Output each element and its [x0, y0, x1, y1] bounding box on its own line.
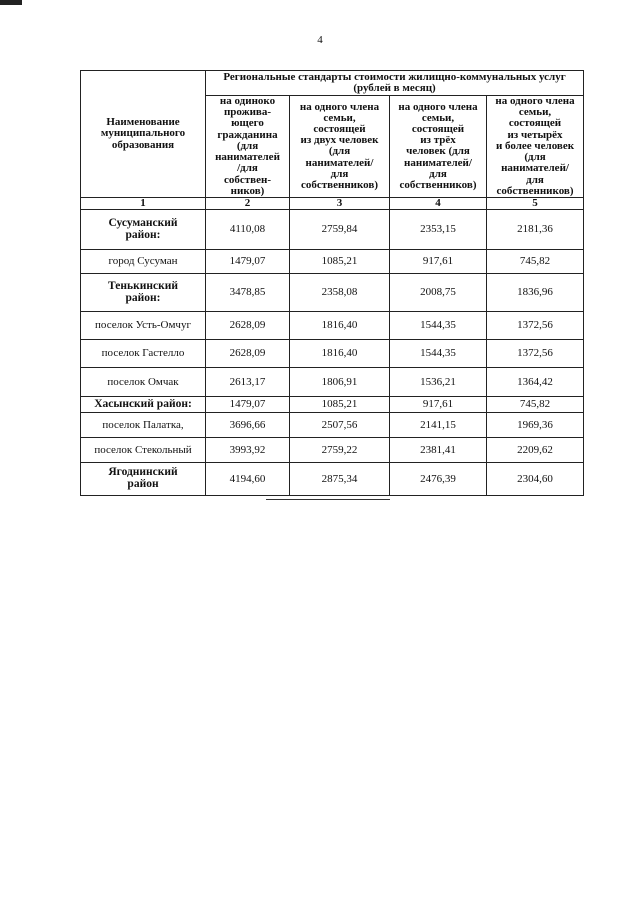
text-line: (для [328, 145, 351, 158]
standard-value: 2759,22 [290, 438, 390, 463]
standard-value: 2507,56 [290, 413, 390, 438]
column-number-row [81, 197, 584, 209]
standard-value: 1544,35 [390, 340, 487, 368]
text-line: (для [524, 151, 546, 164]
text-line: район [127, 478, 159, 491]
text-line: район: [125, 291, 161, 304]
standard-value: 1479,07 [206, 397, 290, 413]
standard-value: 1544,35 [390, 312, 487, 340]
text-line: семьи, [518, 106, 552, 119]
region-name [81, 463, 206, 496]
settlement-name [81, 340, 206, 368]
text-line: для [330, 167, 349, 180]
text-line: и более человек [495, 139, 575, 152]
table-body [81, 210, 584, 496]
text-line: Сусуманский [108, 216, 178, 229]
text-line: состоящей [313, 123, 366, 136]
standard-value: 1479,07 [206, 250, 290, 274]
column-number: 2 [206, 197, 290, 209]
text-line: собственников) [399, 179, 477, 192]
text-line: семьи, [421, 111, 455, 124]
standard-value: 1372,56 [487, 340, 584, 368]
text-line: гражданина [217, 128, 278, 141]
standard-value: 2613,17 [206, 368, 290, 397]
standard-value: 1816,40 [290, 312, 390, 340]
text-line: нанимателей [215, 151, 280, 164]
settlement-name [81, 250, 206, 274]
standard-value: 1372,56 [487, 312, 584, 340]
table-row [81, 368, 584, 397]
region-name [81, 274, 206, 312]
text-line: район: [125, 228, 161, 241]
closing-rule [266, 499, 390, 500]
standard-value: 1836,96 [487, 274, 584, 312]
text-line: из трёх [420, 134, 456, 147]
header-regional-standards: Региональные стандарты стоимости жилищно-коммунальных услуг (рублей в месяц) [206, 71, 584, 96]
standard-value: 3478,85 [206, 274, 290, 312]
standard-value: 4110,08 [206, 210, 290, 250]
standard-value: 2628,09 [206, 312, 290, 340]
text-line: на одного члена [299, 100, 380, 113]
standard-value: 4194,60 [206, 463, 290, 496]
standard-value: 2381,41 [390, 438, 487, 463]
table-row [81, 397, 584, 413]
standard-value: 2353,15 [390, 210, 487, 250]
text-line: из двух человек [300, 134, 379, 147]
header-municipality-name: Наименование муниципального образования [81, 71, 206, 198]
text-line: поселок Гастелло [101, 347, 185, 360]
text-line: город Сусуман [108, 255, 178, 268]
header-column-3 [290, 96, 390, 198]
text-line: состоящей [508, 117, 562, 130]
housing-standards-table [80, 70, 584, 496]
standard-value: 1816,40 [290, 340, 390, 368]
standard-value: 2759,84 [290, 210, 390, 250]
text-line: поселок Усть-Омчуг [95, 319, 191, 332]
text-line: поселок Омчак [107, 375, 179, 388]
text-line: Ягоднинский [108, 466, 178, 479]
region-name [81, 397, 206, 413]
table-row [81, 438, 584, 463]
text-line: ников) [230, 184, 265, 197]
text-line: собственников) [496, 184, 574, 197]
standard-value: 2628,09 [206, 340, 290, 368]
text-line: ющего [231, 117, 264, 130]
table-row [81, 312, 584, 340]
table-row [81, 463, 584, 496]
column-number: 3 [290, 197, 390, 209]
text-line: Тенькинский [108, 279, 178, 292]
table-row [81, 250, 584, 274]
table-row [81, 340, 584, 368]
scan-corner-mark [0, 0, 22, 5]
standard-value: 2476,39 [390, 463, 487, 496]
standard-value: 745,82 [487, 250, 584, 274]
table-row [81, 274, 584, 312]
settlement-name [81, 312, 206, 340]
text-line: /для [237, 162, 258, 175]
text-line: для [429, 167, 447, 180]
standard-value: 1085,21 [290, 250, 390, 274]
settlement-name [81, 368, 206, 397]
text-line: на одного члена [495, 95, 575, 107]
text-line: нанимателей/ [305, 156, 374, 169]
column-number: 1 [81, 197, 206, 209]
text-line: на одиноко [219, 95, 276, 107]
column-number: 4 [390, 197, 487, 209]
text-line: состоящей [411, 123, 465, 136]
standard-value: 1806,91 [290, 368, 390, 397]
table-row [81, 413, 584, 438]
standard-value: 917,61 [390, 397, 487, 413]
text-line: поселок Стекольный [94, 443, 192, 456]
text-line: для [526, 173, 544, 186]
standard-value: 2181,36 [487, 210, 584, 250]
standard-value: 2875,34 [290, 463, 390, 496]
standard-value: 2141,15 [390, 413, 487, 438]
text-line: на одного члена [398, 100, 478, 113]
text-line: прожива- [223, 106, 272, 119]
header-column-2 [206, 96, 290, 198]
region-name [81, 210, 206, 250]
standard-value: 1969,36 [487, 413, 584, 438]
column-number: 5 [487, 197, 584, 209]
table-row [81, 210, 584, 250]
standard-value: 917,61 [390, 250, 487, 274]
standard-value: 3993,92 [206, 438, 290, 463]
page-number: 4 [317, 34, 323, 46]
standard-value: 1364,42 [487, 368, 584, 397]
settlement-name [81, 438, 206, 463]
settlement-name [81, 413, 206, 438]
text-line: поселок Палатка, [102, 418, 184, 431]
standard-value: 2304,60 [487, 463, 584, 496]
text-line: человек (для [406, 145, 470, 158]
text-line: нанимателей/ [501, 162, 569, 175]
header-column-4 [390, 96, 487, 198]
standard-value: 2008,75 [390, 274, 487, 312]
text-line: семьи, [323, 111, 356, 124]
standard-value: 1536,21 [390, 368, 487, 397]
text-line: нанимателей/ [404, 156, 472, 169]
text-line: собственников) [300, 179, 379, 192]
header-column-5 [487, 96, 584, 198]
text-line: из четырёх [507, 128, 563, 141]
text-line: (для [236, 139, 259, 152]
standard-value: 3696,66 [206, 413, 290, 438]
text-line: собствен- [224, 173, 271, 186]
standard-value: 1085,21 [290, 397, 390, 413]
text-line: Хасынский район: [94, 397, 192, 410]
standard-value: 2209,62 [487, 438, 584, 463]
standard-value: 745,82 [487, 397, 584, 413]
standard-value: 2358,08 [290, 274, 390, 312]
